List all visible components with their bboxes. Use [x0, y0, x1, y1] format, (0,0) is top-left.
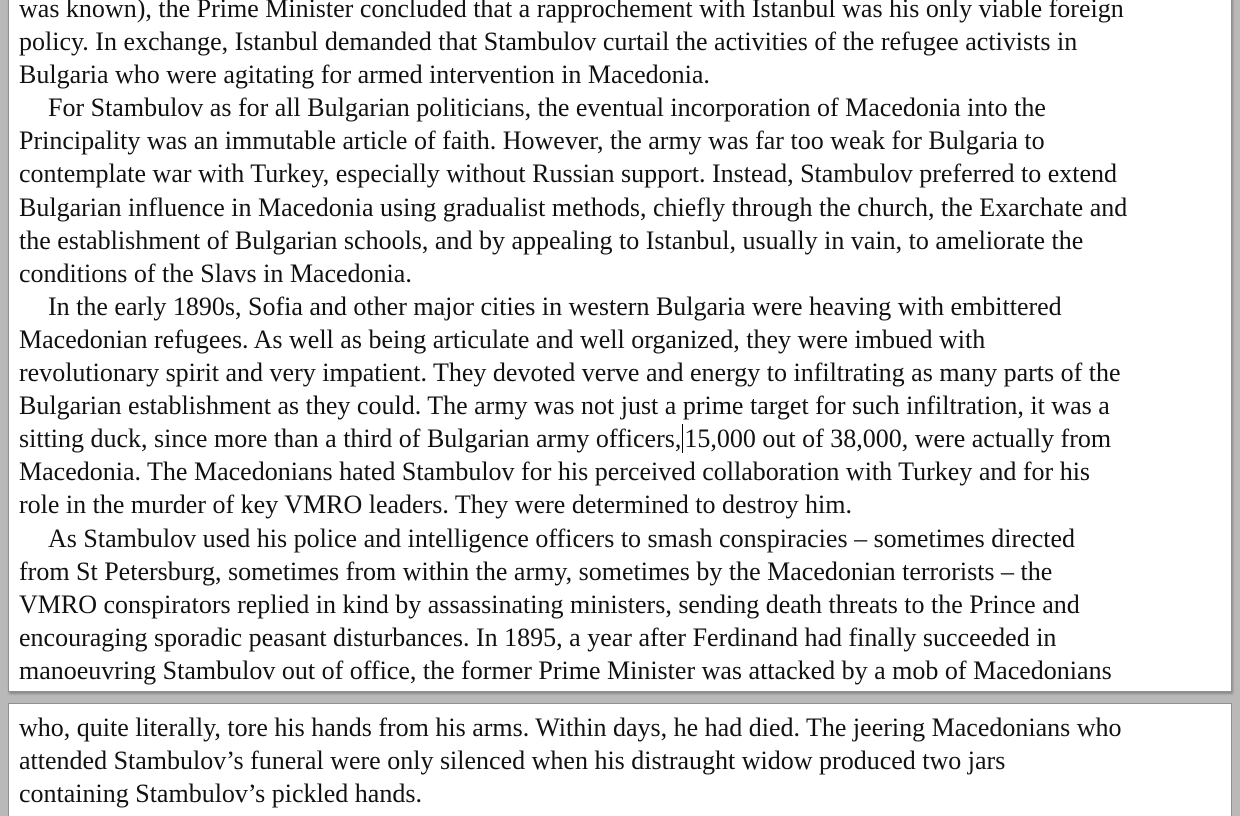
- text-line: role in the murder of key VMRO leaders. They were determined to destroy him.: [19, 490, 852, 520]
- text-line: manoeuvring Stambulov out of office, the former Prime Minister was attacked by a mob of Macedonians: [19, 655, 1112, 685]
- document-page[interactable]: [8, 703, 1232, 816]
- text-line: containing Stambulov’s pickled hands.: [19, 779, 422, 809]
- page-text[interactable]: [19, 711, 1231, 810]
- text-line: Macedonian refugees. As well as being articulate and well organized, they were imbued with: [19, 324, 986, 354]
- text-line: the establishment of Bulgarian schools, and by appealing to Istanbul, usually in vain, to ameliorate the: [19, 225, 1084, 255]
- text-after-cursor: 15,000 out of 38,000, were actually from: [684, 424, 1112, 454]
- text-line: revolutionary spirit and very impatient. They devoted verve and energy to infiltrating as many parts of the: [19, 358, 1121, 388]
- page-text[interactable]: [19, 0, 1231, 687]
- text-line: Bulgaria who were agitating for armed intervention in Macedonia.: [19, 60, 710, 90]
- text-line: [19, 422, 1231, 455]
- text-line: conditions of the Slavs in Macedonia.: [19, 258, 412, 288]
- text-line: For Stambulov as for all Bulgarian politicians, the eventual incorporation of Macedonia into the: [48, 93, 1046, 123]
- text-line: As Stambulov used his police and intelligence officers to smash conspiracies – sometimes directed: [48, 523, 1075, 553]
- text-line: attended Stambulov’s funeral were only silenced when his distraught widow produced two jars: [19, 746, 1006, 776]
- text-line: encouraging sporadic peasant disturbances. In 1895, a year after Ferdinand had finally succeeded in: [19, 622, 1057, 652]
- text-line: Bulgarian establishment as they could. The army was not just a prime target for such infiltration, it was a: [19, 391, 1110, 421]
- text-line: was known), the Prime Minister concluded that a rapprochement with Istanbul was his only viable foreign: [19, 0, 1124, 23]
- text-line: In the early 1890s, Sofia and other major cities in western Bulgaria were heaving with embittered: [48, 291, 1062, 321]
- document-page[interactable]: [8, 0, 1232, 692]
- text-line: from St Petersburg, sometimes from within the army, sometimes by the Macedonian terrorists – the: [19, 556, 1053, 586]
- text-line: contemplate war with Turkey, especially without Russian support. Instead, Stambulov preferred to extend: [19, 159, 1118, 189]
- text-line: Bulgarian influence in Macedonia using gradualist methods, chiefly through the church, the Exarchate and: [19, 192, 1128, 222]
- text-line: policy. In exchange, Istanbul demanded that Stambulov curtail the activities of the refugee activists in: [19, 27, 1078, 57]
- text-line: Macedonia. The Macedonians hated Stambulov for his perceived collaboration with Turkey and for his: [19, 457, 1091, 487]
- text-line: who, quite literally, tore his hands from his arms. Within days, he had died. The jeering Macedonians who: [19, 713, 1122, 742]
- text-line: VMRO conspirators replied in kind by assassinating ministers, sending death threats to the Prince and: [19, 589, 1080, 619]
- text-before-cursor: sitting duck, since more than a third of Bulgarian army officers,: [19, 424, 682, 454]
- text-line: Principality was an immutable article of faith. However, the army was far too weak for Bulgaria to: [19, 126, 1045, 156]
